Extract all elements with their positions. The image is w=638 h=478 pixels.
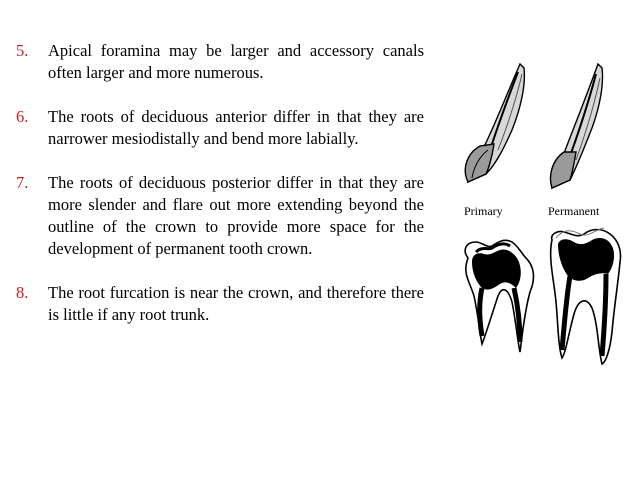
item-number: 5. bbox=[16, 41, 29, 60]
primary-molar-drawing bbox=[465, 240, 533, 352]
item-number: 6. bbox=[16, 107, 29, 126]
primary-caption: Primary bbox=[464, 204, 503, 218]
tooth-comparison-figure bbox=[442, 52, 638, 372]
permanent-caption: Permanent bbox=[548, 204, 600, 218]
permanent-molar-drawing bbox=[551, 228, 621, 364]
permanent-anterior-tooth-drawing bbox=[551, 64, 603, 188]
item-number: 8. bbox=[16, 283, 29, 302]
list-item bbox=[16, 40, 424, 84]
item-number: 7. bbox=[16, 173, 29, 192]
item-text: The roots of deciduous posterior differ in that they are more slender and flare out more extending beyond the outline of the crown to provide more space for the development of permanent tooth crown. bbox=[48, 173, 424, 258]
item-text: The roots of deciduous anterior differ in that they are narrower mesiodistally and bend more labially. bbox=[48, 107, 424, 148]
point-list bbox=[16, 40, 424, 348]
list-item bbox=[16, 282, 424, 326]
item-text: Apical foramina may be larger and accessory canals often larger and more numerous. bbox=[48, 41, 424, 82]
item-text: The root furcation is near the crown, and therefore there is little if any root trunk. bbox=[48, 283, 424, 324]
primary-anterior-tooth-drawing bbox=[465, 64, 524, 182]
list-item bbox=[16, 172, 424, 260]
list-item bbox=[16, 106, 424, 150]
